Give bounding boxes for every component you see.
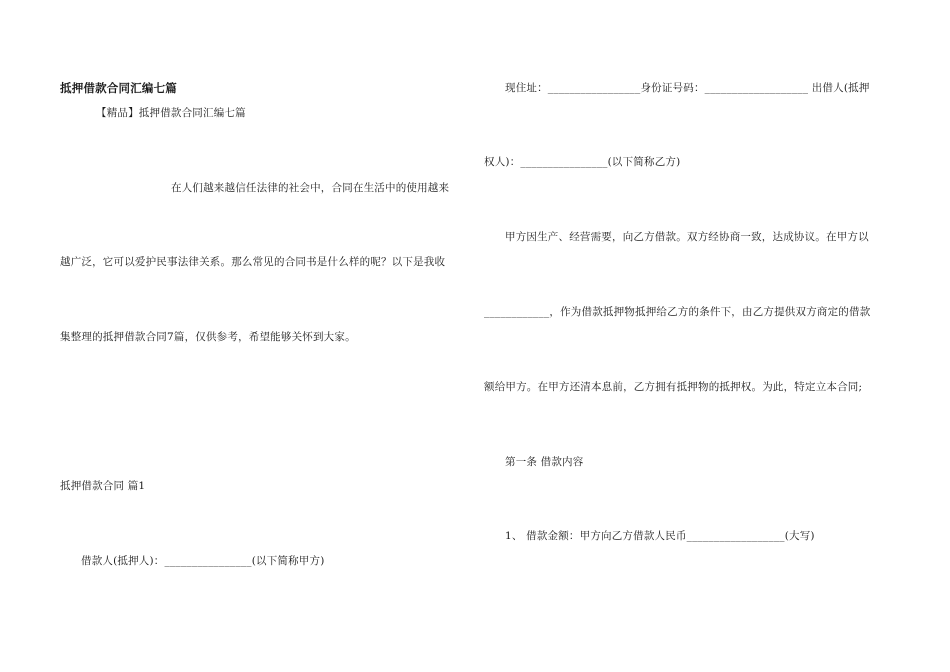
intro-line-2: 越广泛，它可以爱护民事法律关系。那么常见的合同书是什么样的呢？以下是我收 (60, 256, 446, 268)
paragraph-1-line-2: ____________，作为借款抵押物抵押给乙方的条件下，由乙方提供双方商定的借款 (484, 306, 871, 318)
article-1-item-1: 1、 借款金额：甲方向乙方借款人民币__________________(大写) (505, 530, 815, 542)
document-subtitle: 【精品】抵押借款合同汇编七篇 (96, 107, 246, 119)
paragraph-1-line-3: 额给甲方。在甲方还清本息前，乙方拥有抵押物的抵押权。为此，特定立本合同; (484, 381, 863, 393)
address-id-line: 现住址：_________________身份证号码：___________________ 出借人(抵押 (505, 82, 870, 94)
section-heading: 抵押借款合同 篇1 (60, 480, 146, 492)
intro-line-1: 在人们越来越信任法律的社会中，合同在生活中的使用越来 (171, 182, 450, 194)
intro-line-3: 集整理的抵押借款合同7篇，仅供参考，希望能够关怀到大家。 (60, 331, 356, 343)
borrower-line: 借款人(抵押人)：________________(以下简称甲方) (81, 555, 325, 567)
paragraph-1-line-1: 甲方因生产、经营需要，向乙方借款。双方经协商一致，达成协议。在甲方以 (505, 231, 869, 243)
document-title: 抵押借款合同汇编七篇 (60, 81, 177, 95)
lender-line: 权人)：________________(以下简称乙方) (484, 156, 681, 168)
article-1-heading: 第一条 借款内容 (505, 456, 584, 468)
